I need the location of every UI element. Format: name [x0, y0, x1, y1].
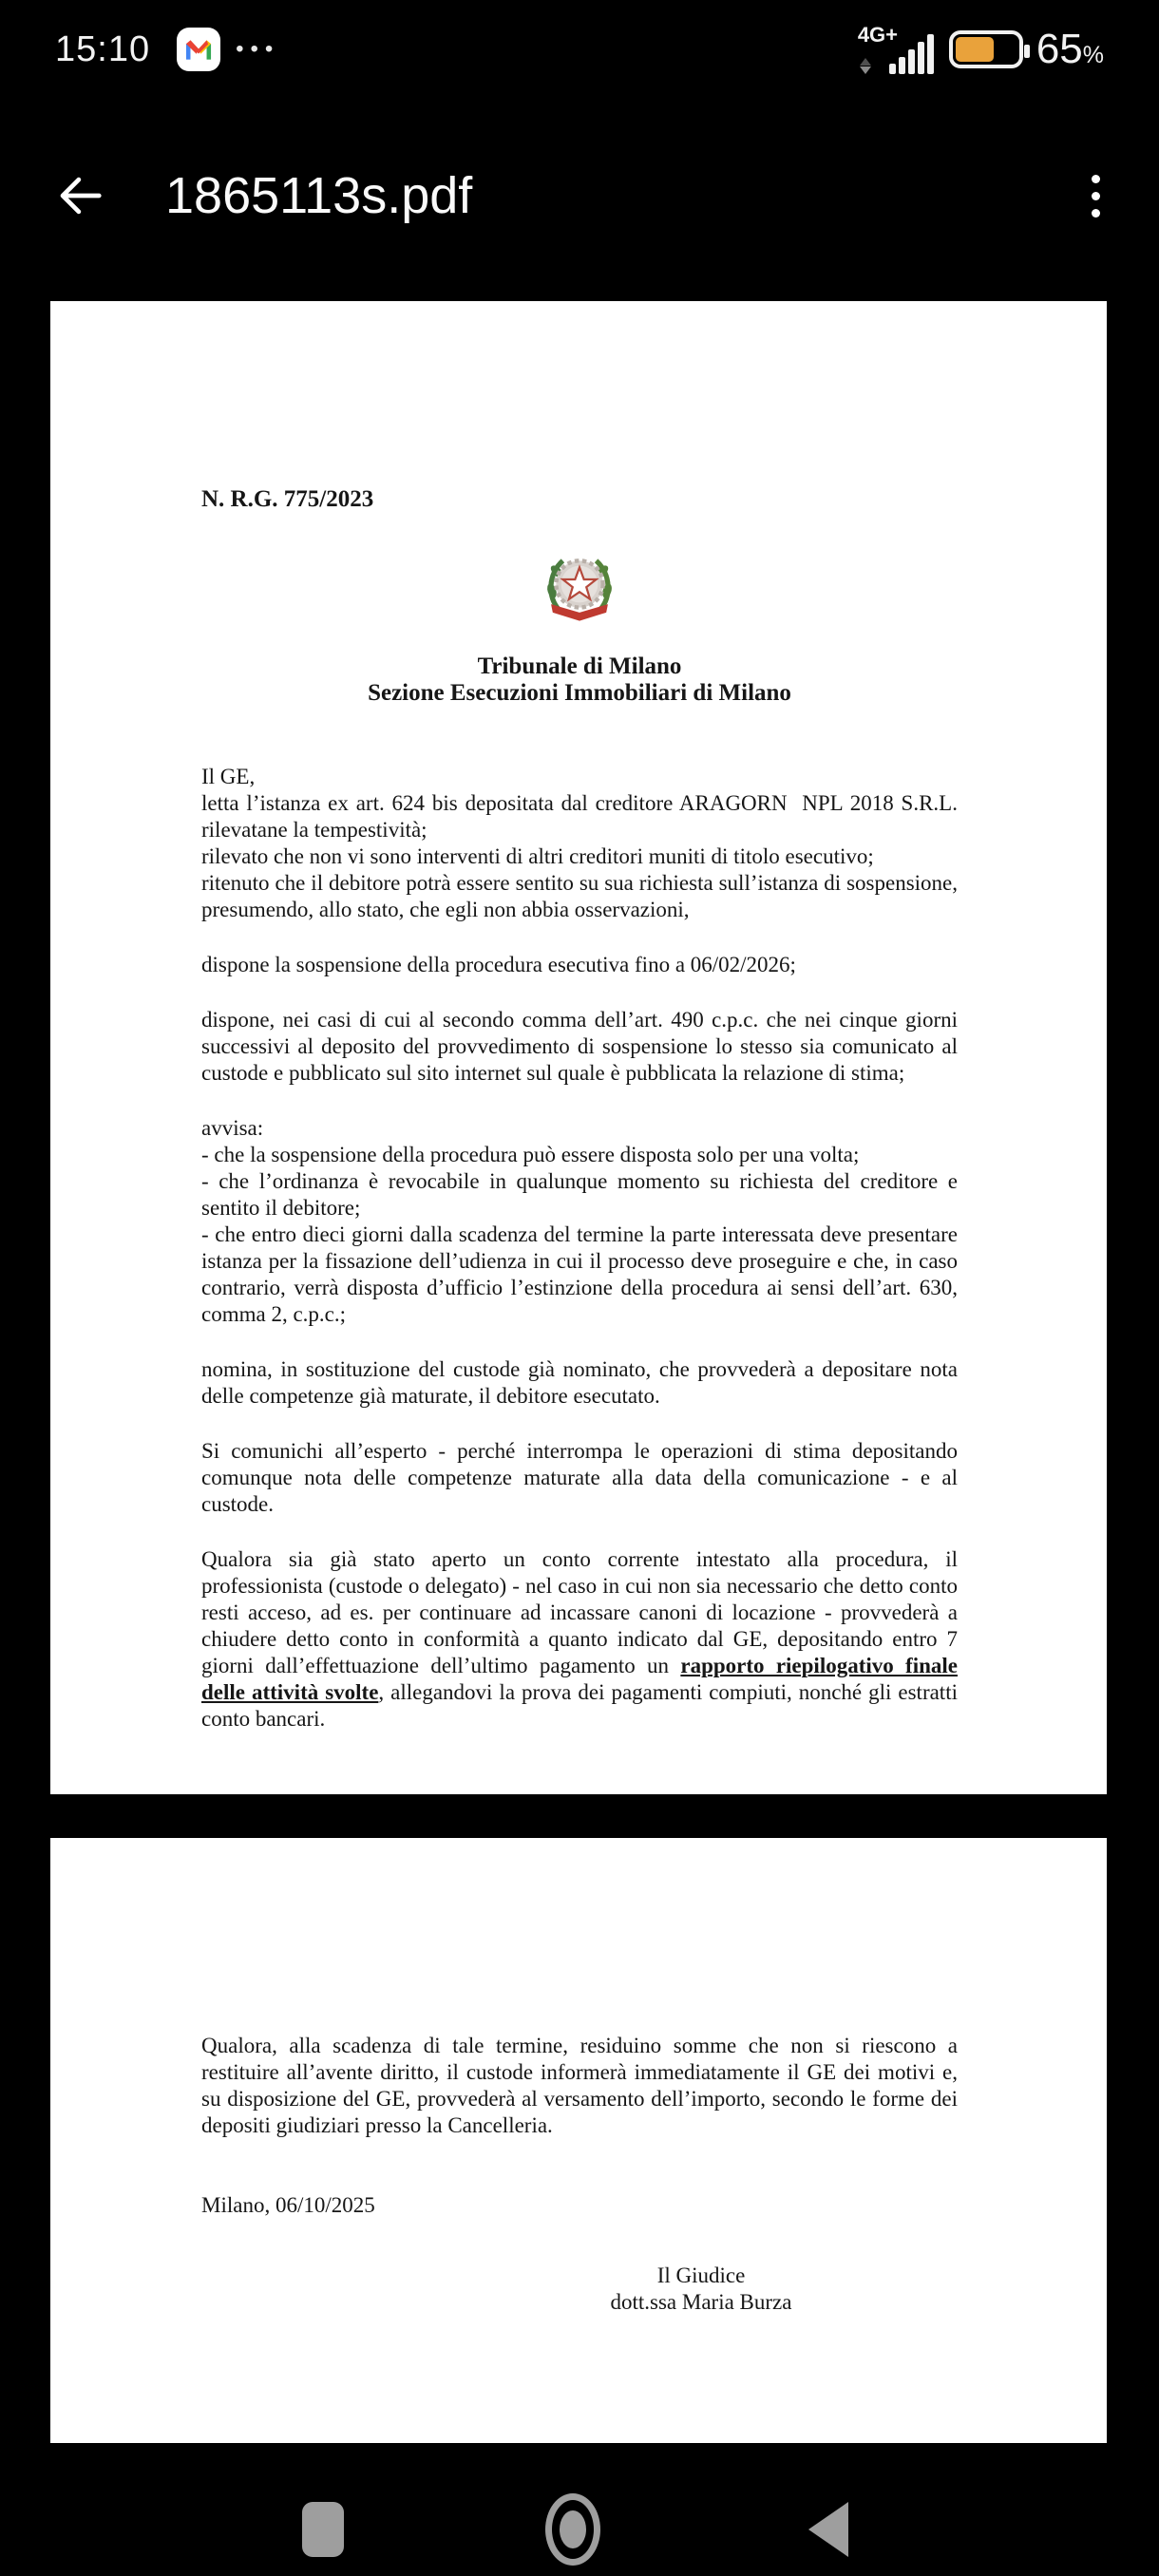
android-nav-bar — [0, 2489, 1159, 2576]
court-section: Sezione Esecuzioni Immobiliari di Milano — [368, 680, 791, 706]
pdf-page-2[interactable] — [50, 1838, 1107, 2443]
back-nav-button[interactable] — [808, 2502, 848, 2557]
signature-role: Il Giudice — [656, 2263, 746, 2287]
gmail-icon — [183, 37, 214, 62]
recents-button[interactable] — [302, 2502, 344, 2557]
doc-paragraph: avvisa: — [201, 1116, 264, 1140]
more-options-button[interactable] — [1086, 169, 1106, 223]
battery-percent: 65% — [1036, 26, 1104, 72]
pdf-page-1[interactable] — [50, 301, 1107, 1794]
document-title: 1865113s.pdf — [165, 167, 473, 224]
battery-icon — [949, 30, 1023, 68]
doc-paragraph: Si comunichi all’esperto - perché interrompa le operazioni di stima depositando comunque nota delle competenze maturate alla data della comunicazione - e al custode. — [201, 1439, 958, 1516]
gmail-notification-icon — [177, 28, 220, 71]
signal-strength-icon — [858, 23, 934, 76]
doc-paragraph: dispone, nei casi di cui al secondo comma dell’art. 490 c.p.c. che nei cinque giorni successivi al deposito del provvedimento di sospensione lo stesso sia comunicato al custode e pubblicato sul sito internet sul quale è pubblicata la relazione di stima; — [201, 1008, 958, 1085]
kebab-menu-icon — [1092, 175, 1100, 183]
doc-paragraph: - che l’ordinanza è revocabile in qualunque momento su richiesta del creditore e sentito il debitore; — [201, 1169, 958, 1220]
percent-sign: % — [1082, 42, 1104, 68]
place-date: Milano, 06/10/2025 — [201, 2193, 375, 2217]
doc-paragraph: - che entro dieci giorni dalla scadenza del termine la parte interessata deve presentare istanza per la fissazione dell’udienza in cui il processo deve proseguire e che, in caso contrario, verrà disposta d’ufficio l’estinzione della procedura ai sensi dell’art. 630, comma 2, c.p.c.; — [201, 1222, 958, 1326]
doc-paragraph: nomina, in sostituzione del custode già nominato, che provvederà a depositare nota delle competenze già maturate, il debitore esecutato. — [201, 1357, 958, 1408]
italian-republic-emblem-icon — [538, 549, 621, 633]
recents-square-icon — [302, 2502, 344, 2557]
signature-name: dott.ssa Maria Burza — [610, 2290, 792, 2314]
doc-paragraph: rilevato che non vi sono interventi di altri creditori muniti di titolo esecutivo; — [201, 844, 874, 868]
doc-paragraph: letta l’istanza ex art. 624 bis depositata dal creditore ARAGORN NPL 2018 S.R.L. rilevatane la tempestività; — [201, 791, 958, 842]
doc-paragraph: - che la sospensione della procedura può essere disposta solo per una volta; — [201, 1143, 860, 1166]
back-button[interactable] — [53, 169, 106, 222]
home-circle-icon — [545, 2493, 600, 2566]
signal-bars-icon — [889, 34, 934, 74]
doc-paragraph-final: Qualora sia già stato aperto un conto corrente intestato alla procedura, il professionista (custode o delegato) - nel caso in cui non sia necessario che detto conto resti acceso, ad es. per continuare ad incassare canoni di locazione - provvederà a chiudere detto conto in conformità a quanto indicato dal GE, depositando entro 7 giorni dall’effettuazione dell’ultimo pagamento un rapporto riepilogativo finale delle attività svolte, allegandovi la prova dei pagamenti compiuti, nonché gli estratti conto bancari. — [201, 1547, 958, 1731]
network-type-label: 4G+ — [857, 23, 899, 47]
arrow-left-icon — [54, 170, 105, 221]
court-title: Tribunale di Milano — [477, 653, 682, 679]
doc-paragraph: ritenuto che il debitore potrà essere sentito su sua richiesta sull’istanza di sospensione, presumendo, allo stato, che egli non abbia osservazioni, — [201, 871, 958, 921]
home-button[interactable] — [545, 2493, 600, 2566]
case-number: N. R.G. 775/2023 — [201, 486, 374, 512]
status-bar-right — [858, 23, 1104, 76]
signature-block — [549, 2263, 853, 2316]
clock: 15:10 — [55, 28, 151, 69]
app-bar — [0, 141, 1159, 251]
overflow-notifications-icon: ••• — [236, 36, 280, 62]
emblem-wrap — [201, 549, 958, 633]
battery-fill — [956, 37, 994, 62]
bold-underline-clause: rapporto riepilogativo finale delle attività svolte — [201, 1654, 958, 1704]
doc-paragraph: Qualora, alla scadenza di tale termine, residuino somme che non si riescono a restituire all’avente diritto, il custode informerà immediatamente il GE dei motivi e, su disposizione del GE, provvederà al versamento dell’importo, secondo le forme dei depositi giudiziari presso la Cancelleria. — [201, 2034, 958, 2137]
document-body-2 — [201, 2033, 958, 2139]
status-bar — [0, 0, 1159, 99]
data-activity-icon — [860, 58, 871, 74]
doc-paragraph: dispone la sospensione della procedura esecutiva fino a 06/02/2026; — [201, 953, 796, 976]
document-body — [201, 764, 958, 1733]
battery-nub — [1024, 45, 1030, 58]
back-triangle-icon — [808, 2502, 848, 2557]
doc-paragraph: Il GE, — [201, 765, 256, 788]
